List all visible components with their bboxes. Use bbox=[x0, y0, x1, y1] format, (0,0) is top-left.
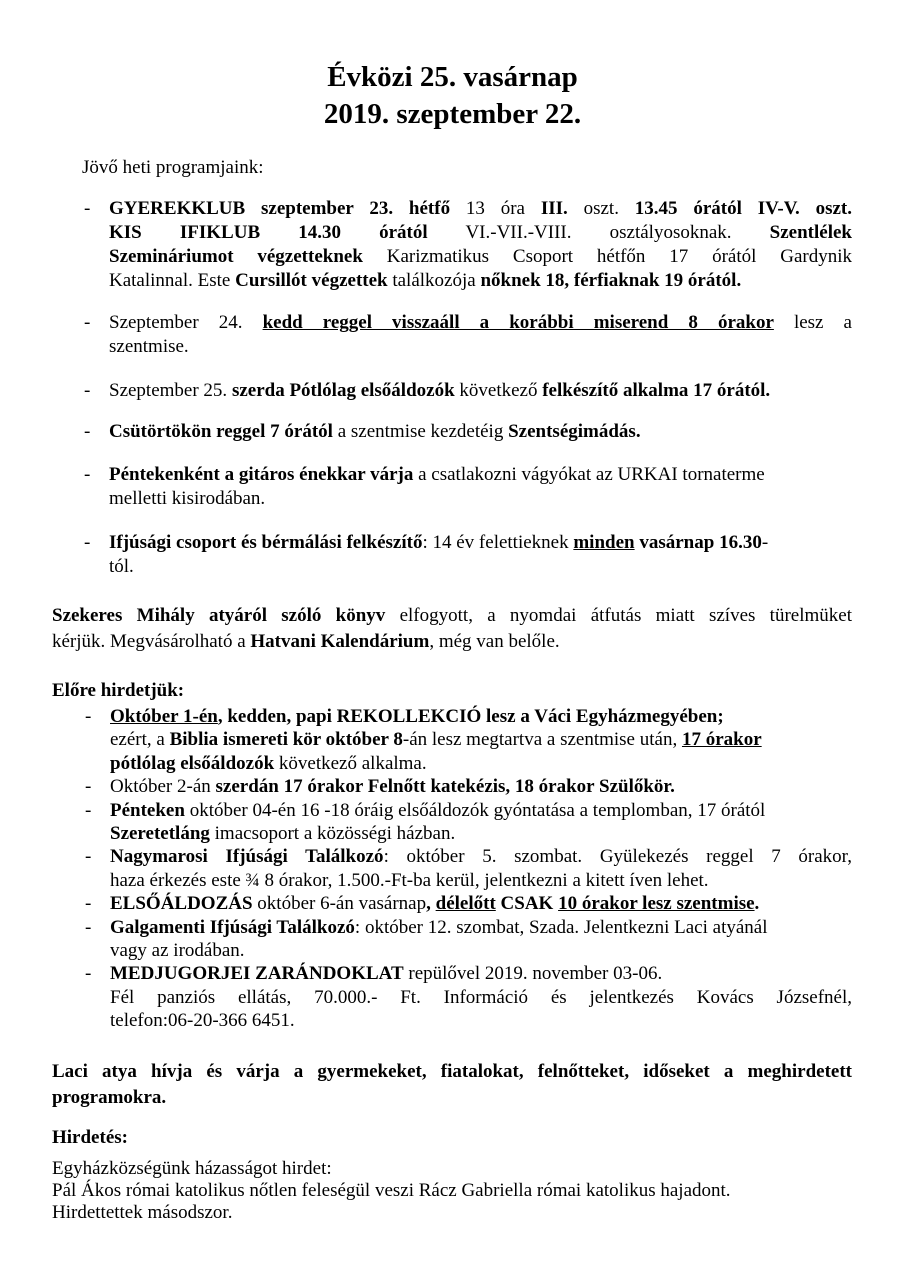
advance-item-nagymaros: - Nagymarosi Ifjúsági Találkozó: október 5. szombat. Gyülekezés reggel 7 órakor, haza érkezés este ¾ 8 órakor, 1.500.-Ft-ba kerül, jelentkezni a kitett íven lehet. bbox=[80, 845, 852, 892]
page-title: Évközi 25. vasárnap bbox=[327, 61, 578, 93]
advance-item-galgamenti: - Galgamenti Ifjúsági Találkozó: október 12. szombat, Szada. Jelentkezni Laci atyánál vagy az irodában. bbox=[80, 916, 852, 963]
advance-heading: Előre hirdetjük: bbox=[52, 680, 185, 701]
advance-list bbox=[80, 705, 852, 1033]
program-item-ifjusagi: - Ifjúsági csoport és bérmálási felkészítő: 14 év felettieknek minden vasárnap 16.30- tól. bbox=[80, 531, 852, 579]
marriage-announcement: Egyházközségünk házasságot hirdet: Pál Ákos római katolikus nőtlen feleségül veszi Rácz Gabriella római katolikus hajadont. Hirdettettek másodszor. bbox=[52, 1158, 731, 1223]
program-item-kedd: - Szeptember 24. kedd reggel visszaáll a korábbi miserend 8 órakor lesz a szentmise. bbox=[80, 311, 852, 359]
program-item-pentek: - Péntekenként a gitáros énekkar várja a csatlakozni vágyókat az URKAI tornaterme melletti kisirodában. bbox=[80, 463, 852, 511]
advance-item-oktober-1: - Október 1-én, kedden, papi REKOLLEKCIÓ lesz a Váci Egyházmegyében; ezért, a Biblia ismereti kör október 8-án lesz megtartva a szentmise után, 17 órakor pótlólag elsőáldozók következő alkalma. bbox=[80, 705, 852, 775]
program-list bbox=[80, 197, 852, 579]
program-item-szerda: - Szeptember 25. szerda Pótlólag elsőáldozók következő felkészítő alkalma 17 órától. bbox=[80, 379, 852, 403]
closing-invitation: Laci atya hívja és várja a gyermekeket, fiatalokat, felnőtteket, időseket a meghirdetett programokra. bbox=[52, 1061, 852, 1108]
page-date: 2019. szeptember 22. bbox=[323, 98, 582, 130]
advance-item-oktober-2: - Október 2-án szerdán 17 órakor Felnőtt katekézis, 18 órakor Szülőkör. bbox=[80, 775, 852, 798]
intro-text: Jövő heti programjaink: bbox=[82, 157, 264, 178]
advance-item-elsoaldozas: - ELSŐÁLDOZÁS október 6-án vasárnap, délelőtt CSAK 10 órakor lesz szentmise. bbox=[80, 892, 852, 915]
advance-item-oktober-4: - Pénteken október 04-én 16 -18 óráig elsőáldozók gyóntatása a templomban, 17 órától Szeretetláng imacsoport a közösségi házban. bbox=[80, 799, 852, 846]
program-item-gyerekklub: - GYEREKKLUB szeptember 23. hétfő 13 óra III. oszt. 13.45 órától IV-V. oszt. KIS IFIKLUB 14.30 órától VI.-VII.-VIII. osztályosoknak. Szentlélek Szemináriumot végzetteknek Karizmatikus Csoport hétfőn 17 órától Gardynik Katalinnal. Este Cursillót végzettek találkozója nőknek 18, férfiaknak 19 órától. bbox=[80, 197, 852, 293]
program-item-csutortok: - Csütörtökön reggel 7 órától a szentmise kezdetéig Szentségimádás. bbox=[80, 420, 852, 444]
book-paragraph: Szekeres Mihály atyáról szóló könyv elfogyott, a nyomdai átfutás miatt szíves türelmüket kérjük. Megvásárolható a Hatvani Kalendárium, még van belőle. bbox=[52, 605, 852, 652]
hirdetes-heading: Hirdetés: bbox=[52, 1127, 128, 1148]
advance-item-medjugorje: - MEDJUGORJEI ZARÁNDOKLAT repülővel 2019. november 03-06. Fél panziós ellátás, 70.000.- Ft. Információ és jelentkezés Kovács Józsefnél, telefon:06-20-366 6451. bbox=[80, 962, 852, 1032]
